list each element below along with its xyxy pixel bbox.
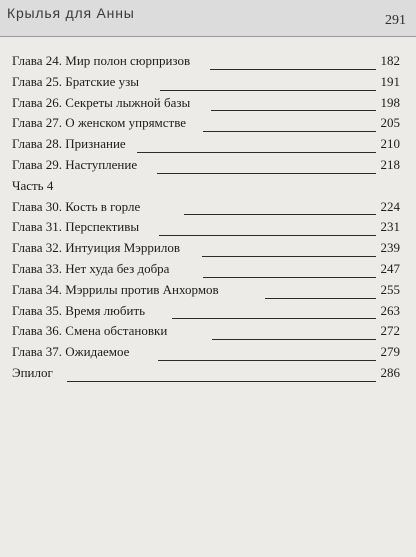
toc-entry-page: 263 — [380, 302, 400, 318]
toc-entry-page: 272 — [380, 323, 400, 339]
toc-entry — [12, 259, 402, 280]
toc-entry-title: Эпилог — [12, 364, 53, 380]
toc-entry-title: Глава 28. Признание — [12, 136, 126, 152]
toc-entry-title: Глава 33. Нет худа без добра — [12, 260, 170, 276]
toc-entry-title: Глава 30. Кость в горле — [12, 198, 141, 214]
page-number: 291 — [385, 13, 406, 28]
table-of-contents — [12, 51, 402, 384]
toc-entry — [12, 134, 402, 155]
running-header — [0, 0, 416, 37]
toc-entry-title: Глава 34. Мэррилы против Анхормов — [12, 281, 219, 297]
toc-entry-page: 231 — [380, 219, 400, 235]
toc-entry — [12, 197, 402, 218]
toc-entry-page: 191 — [380, 73, 400, 89]
toc-entry — [12, 301, 402, 322]
toc-entry-title: Глава 24. Мир полон сюрпризов — [12, 53, 191, 68]
toc-entry-title: Глава 31. Перспективы — [12, 219, 140, 235]
toc-entry-page: 198 — [380, 94, 400, 110]
toc-entry-title: Глава 32. Интуиция Мэррилов — [12, 240, 180, 256]
toc-entry-page: 239 — [380, 240, 400, 256]
toc-entry-title: Глава 29. Наступление — [12, 156, 138, 172]
toc-entry — [12, 155, 402, 176]
toc-entry-title: Глава 37. Ожидаемое — [12, 344, 130, 360]
toc-part-title: Часть 4 — [12, 177, 54, 193]
toc-entry-page: 218 — [380, 156, 400, 172]
toc-entry-page: 224 — [380, 198, 400, 214]
toc-entry — [12, 321, 402, 342]
toc-entry-title: Глава 25. Братские узы — [12, 73, 139, 89]
toc-entry — [12, 113, 402, 134]
toc-entry — [12, 280, 402, 301]
toc-entry-page: 210 — [380, 136, 400, 152]
toc-entry-page: 255 — [380, 281, 400, 297]
toc-entry — [12, 363, 402, 384]
toc-entry-page: 205 — [380, 115, 400, 131]
toc-entry-title: Глава 35. Время любить — [12, 302, 146, 318]
toc-entry — [12, 238, 402, 259]
toc-entry-title: Глава 27. О женском упрямстве — [12, 115, 187, 131]
toc-entry-page: 247 — [380, 260, 400, 276]
toc-entry — [12, 342, 402, 363]
book-title: Крылья для Анны — [7, 5, 135, 21]
toc-entry-page: 182 — [380, 53, 400, 68]
toc-entry — [12, 72, 402, 93]
toc-entry-title: Глава 36. Смена обстановки — [12, 323, 168, 339]
toc-entry — [12, 51, 402, 72]
toc-entry — [12, 217, 402, 238]
toc-part-heading — [12, 176, 402, 197]
toc-entry-page: 279 — [380, 344, 400, 360]
toc-entry-title: Глава 26. Секреты лыжной базы — [12, 94, 191, 110]
toc-entry-page: 286 — [380, 364, 400, 380]
toc-entry — [12, 93, 402, 114]
